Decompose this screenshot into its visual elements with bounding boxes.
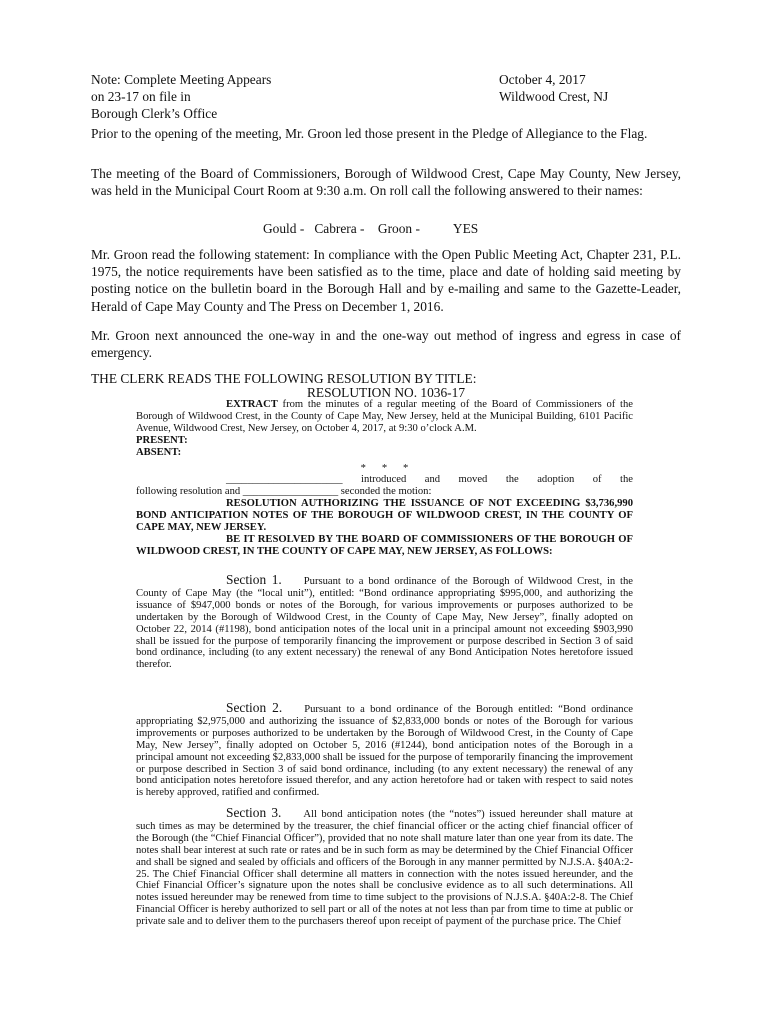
statement-paragraph: Mr. Groon read the following statement: In compliance with the Open Public Meeting Act, Chapter 231, P.L. 1975, the notice requirements have been satisfied as to the time, place and date of holding said meeting by posting notice on the bulletin board in the Borough Hall and by e-mailing and same to the Gazette-Leader, Herald of Cape May County and The Press on December 1, 2016.	[91, 247, 681, 314]
section-label: Section 3.	[226, 805, 282, 820]
present-label: PRESENT:	[136, 434, 188, 446]
motion-line: following resolution and __________________ seconded the motion:	[136, 486, 432, 498]
meeting-location: Wildwood Crest, NJ	[499, 89, 609, 105]
section-1	[136, 574, 633, 671]
egress-paragraph: Mr. Groon next announced the one-way in and the one-way out method of ingress and egress in case of emergency.	[91, 328, 681, 361]
meeting-paragraph: The meeting of the Board of Commissioners, Borough of Wildwood Crest, Cape May County, New Jersey, was held in the Municipal Court Room at 9:30 a.m. On roll call the following answered to their names:	[91, 166, 681, 199]
pledge-paragraph: Prior to the opening of the meeting, Mr. Groon led those present in the Pledge of Allegiance to the Flag.	[91, 126, 648, 141]
section-label: Section 1.	[226, 572, 282, 587]
meeting-date: October 4, 2017	[499, 72, 586, 87]
section-3	[136, 807, 633, 928]
note-line: Borough Clerk’s Office	[91, 106, 218, 122]
date-location-block	[499, 71, 608, 105]
section-text: Pursuant to a bond ordinance of the Borough entitled: “Bond ordinance appropriating $2,975,000 and authorizing the issuance of $2,833,000 bonds or notes of the Borough for various improvements or purposes authorized to be undertaken by the Borough of Wildwood Crest, in the County of Cape May, New Jersey”, finally adopted on October 5, 2016 (#1244), bond anticipation notes of the Borough in a principal amount not exceeding $2,833,000 shall be issued for the purpose of temporarily financing the improvement or purpose described in Section 3 of said bond ordinance, including (to any extent necessary) the renewal of any bond anticipation notes heretofore issued therefor, and any action heretofore had or taken with respect to said notes is hereby approved, ratified and confirmed.	[136, 704, 633, 799]
asterisk-divider: * * *	[360, 462, 409, 474]
note-block	[91, 71, 271, 123]
note-line: on 23-17 on file in	[91, 89, 191, 105]
resolution-number: RESOLUTION NO. 1036-17	[306, 385, 466, 400]
absent-label: ABSENT:	[136, 446, 182, 458]
section-text: All bond anticipation notes (the “notes”) issued hereunder shall mature at such times as may be determined by the treasurer, the chief financial officer or the acting chief financial officer of the Borough (the “Chief Financial Officer”), provided that no note shall mature later than one year from its date. The notes shall bear interest at such rate or rates and be in such form as may be determined by the Chief Financial Officer and shall be signed and sealed by officials and officers of the Borough in any manner permitted by N.J.S.A. §40A:2-25. The Chief Financial Officer shall determine all matters in connection with the notes issued hereunder, and the Chief Financial Officer’s signature upon the notes shall be conclusive evidence as to all such determinations. All notes issued hereunder may be renewed from time to time subject to the provisions of N.J.S.A. §40A:2-8. The Chief Financial Officer is hereby authorized to sell part or all of the notes at not less than par from time to time at public or private sale and to deliver them to the purchasers thereof upon receipt of payment of the purchase price. The Chief	[136, 809, 634, 928]
clerk-heading: THE CLERK READS THE FOLLOWING RESOLUTION BY TITLE:	[91, 371, 477, 386]
roll-call: Gould - Cabrera - Groon - YES	[263, 221, 479, 236]
resolution-title: RESOLUTION AUTHORIZING THE ISSUANCE OF NOT EXCEEDING $3,736,990 BOND ANTICIPATION NOTES OF THE BOROUGH OF WILDWOOD CREST, IN THE COUNTY OF CAPE MAY, NEW JERSEY.	[136, 498, 633, 534]
section-text: Pursuant to a bond ordinance of the Borough of Wildwood Crest, in the County of Cape May (the “local unit”), entitled: “Bond ordinance appropriating $995,000, and authorizing the issuance of $947,000 bonds or notes of the Borough, for various improvements or purposes authorized to be undertaken by the Borough of Wildwood Crest, in the County of Cape May, New Jersey”, finally adopted on October 22, 2014 (#1198), bond anticipation notes of the local unit in a principal amount not exceeding $903,990 shall be issued for the purpose of temporarily financing the improvement or purpose described in Section 3 of said bond ordinance, including (to any extent necessary) the renewal of any Bond Anticipation Notes heretofore issued therefor.	[136, 576, 633, 671]
extract-paragraph	[136, 399, 633, 435]
note-line: Note: Complete Meeting Appears	[91, 72, 272, 87]
section-label: Section 2.	[226, 700, 283, 715]
extract-block	[136, 399, 633, 558]
extract-text: from the minutes of a regular meeting of the Board of Commissioners of the Borough of Wildwood Crest, in the County of Cape May, New Jersey, held at the Municipal Building, 6101 Pacific Avenue, Wildwood Crest, New Jersey, on October 4, 2017, at 9:30 o’clock A.M.	[136, 399, 633, 434]
extract-label: EXTRACT	[226, 399, 278, 410]
be-it-resolved: BE IT RESOLVED BY THE BOARD OF COMMISSIONERS OF THE BOROUGH OF WILDWOOD CREST, IN THE COUNTY OF CAPE MAY, NEW JERSEY, AS FOLLOWS:	[136, 533, 633, 557]
section-2	[136, 702, 633, 799]
motion-line: ______________________ introduced and moved the adoption of the	[226, 474, 633, 486]
